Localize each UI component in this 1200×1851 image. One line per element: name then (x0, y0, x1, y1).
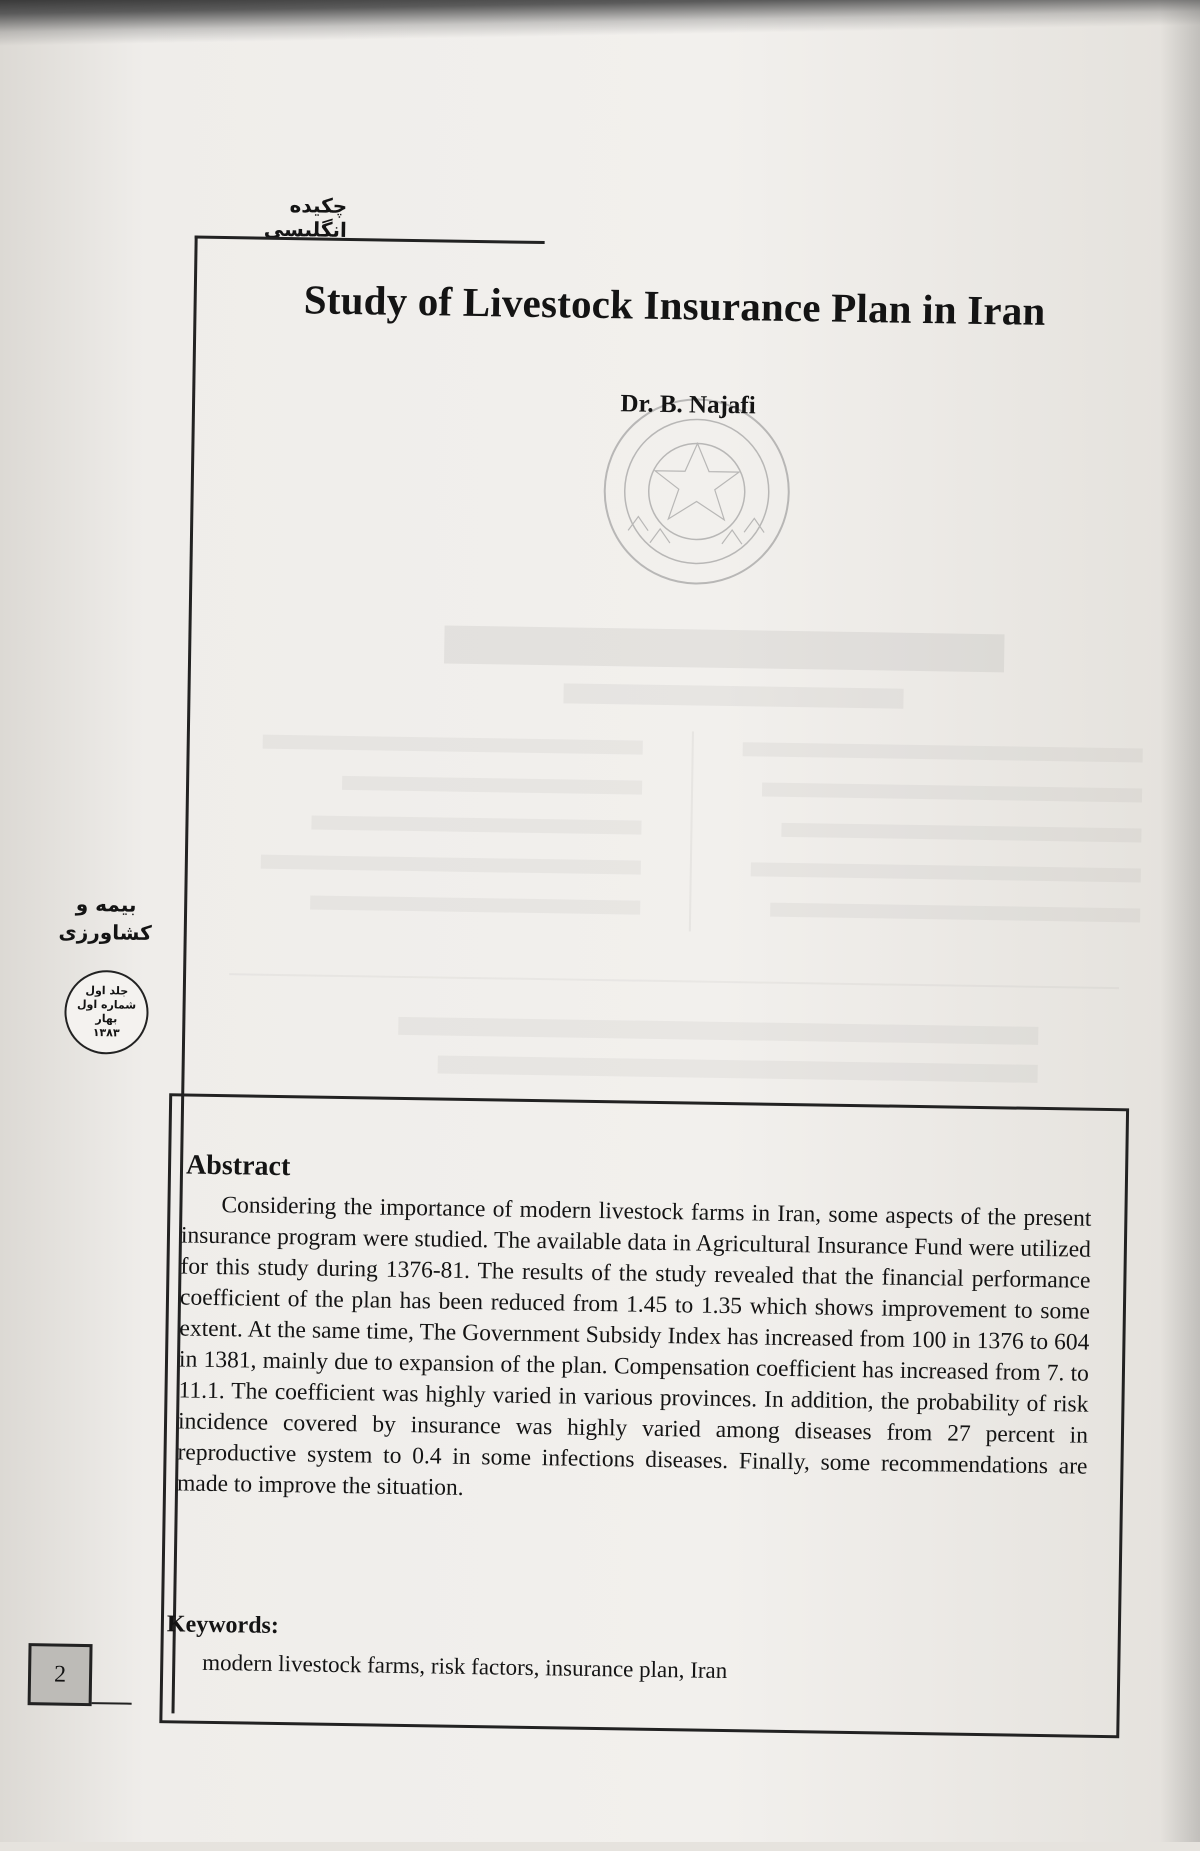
volume-issue-badge (64, 970, 149, 1055)
abstract-body: Considering the importance of modern livestock farms in Iran, some aspects of the present insurance program were studied. The available data in Agricultural Insurance Fund were utilized for this study during 1376-81. The results of the study revealed that the financial performance coefficient of the plan has been reduced from 1.45 to 1.35 which shows improvement to some extent. At the same time, The Government Subsidy Index has increased from 100 in 1376 to 604 in 1381, mainly due to expansion of the plan. Compensation coefficient has increased from 7. to 11.1. The coefficient was highly varied in various provinces. In addition, the probability of risk incidence covered by insurance was highly varied among diseases from 27 percent in reproductive system to 0.4 in some infections diseases. Finally, some recommendations are made to improve the situation. (176, 1192, 1092, 1501)
page-number: 2 (28, 1643, 93, 1706)
keywords-list: modern livestock farms, risk factors, insurance plan, Iran (202, 1649, 728, 1684)
issue-label: شماره اول (76, 997, 137, 1012)
keywords-heading: Keywords: (166, 1611, 280, 1640)
section-label-persian: چکیده انگلیسی (263, 193, 348, 242)
reverse-side-bleed-through (197, 594, 1165, 1129)
article-author: Dr. B. Najafi (620, 390, 756, 420)
journal-name-margin (60, 890, 153, 947)
bleed-through-shapes (197, 594, 1165, 1129)
volume-label: جلد اول (85, 983, 129, 998)
year-label: ۱۳۸۳ (92, 1026, 120, 1040)
journal-name-line2: کشاورزی (58, 919, 152, 945)
season-label: بهار (95, 1012, 118, 1026)
article-title: Study of Livestock Insurance Plan in Iran (303, 276, 1046, 334)
page-number-rule (92, 1702, 132, 1705)
journal-name-line1: بیمه و (75, 891, 137, 917)
abstract-heading: Abstract (185, 1149, 291, 1183)
